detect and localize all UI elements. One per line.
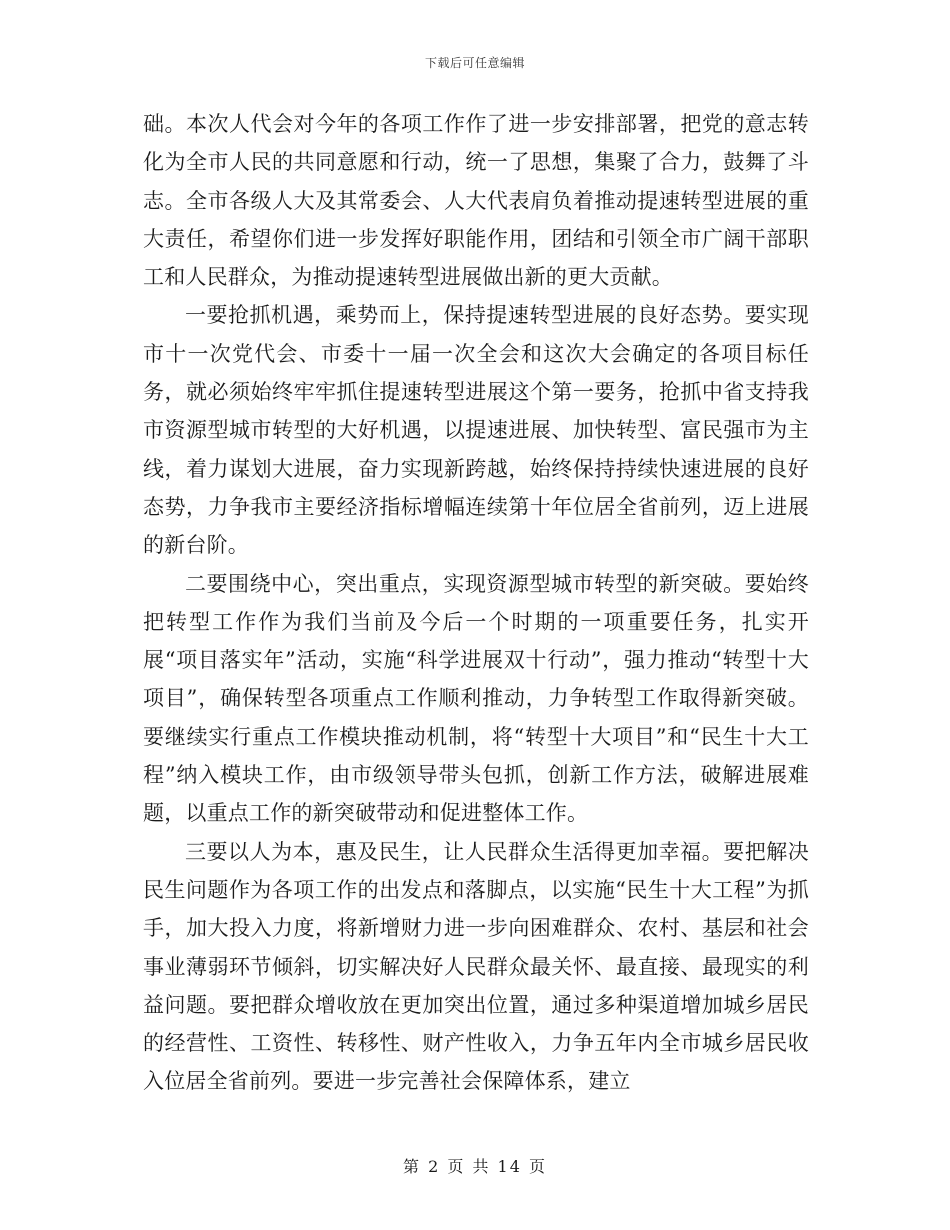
header-note: 下载后可任意编辑 <box>424 56 525 70</box>
page-number: 第 2 页 共 14 页 <box>403 1157 547 1176</box>
paragraph-3: 二要围绕中心，突出重点，实现资源型城市转型的新突破。要始终把转型工作作为我们当前及今后一个时期的一项重要任务，扎实开展“项目落实年”活动，实施“科学进展双十行动”，强力推动“转型十大项目”，确保转型各项重点工作顺利推动，力争转型工作取得新突破。要继续实行重点工作模块推动机制，将“转型十大项目”和“民生十大工程”纳入模块工作，由市级领导带头包抓，创新工作方法，破解进展难题，以重点工作的新突破带动和促进整体工作。 <box>143 571 809 826</box>
document-body <box>143 105 809 1101</box>
paragraph-4: 三要以人为本，惠及民生，让人民群众生活得更加幸福。要把解决民生问题作为各项工作的出发点和落脚点，以实施“民生十大工程”为抓手，加大投入力度，将新增财力进一步向困难群众、农村、基层和社会事业薄弱环节倾斜，切实解决好人民群众最关怀、最直接、最现实的利益问题。要把群众增收放在更加突出位置，通过多种渠道增加城乡居民的经营性、工资性、转移性、财产性收入，力争五年内全市城乡居民收入位居全省前列。要进一步完善社会保障体系，建立 <box>143 839 809 1094</box>
paragraph-2: 一要抢抓机遇，乘势而上，保持提速转型进展的良好态势。要实现市十一次党代会、市委十一届一次全会和这次大会确定的各项目标任务，就必须始终牢牢抓住提速转型进展这个第一要务，抢抓中省支持我市资源型城市转型的大好机遇，以提速进展、加快转型、富民强市为主线，着力谋划大进展，奋力实现新跨越，始终保持持续快速进展的良好态势，力争我市主要经济指标增幅连续第十年位居全省前列，迈上进展的新台阶。 <box>143 303 809 558</box>
paragraph-1: 础。本次人代会对今年的各项工作作了进一步安排部署，把党的意志转化为全市人民的共同意愿和行动，统一了思想，集聚了合力，鼓舞了斗志。全市各级人大及其常委会、人大代表肩负着推动提速转型进展的重大责任，希望你们进一步发挥好职能作用，团结和引领全市广阔干部职工和人民群众，为推动提速转型进展做出新的更大贡献。 <box>143 112 809 290</box>
